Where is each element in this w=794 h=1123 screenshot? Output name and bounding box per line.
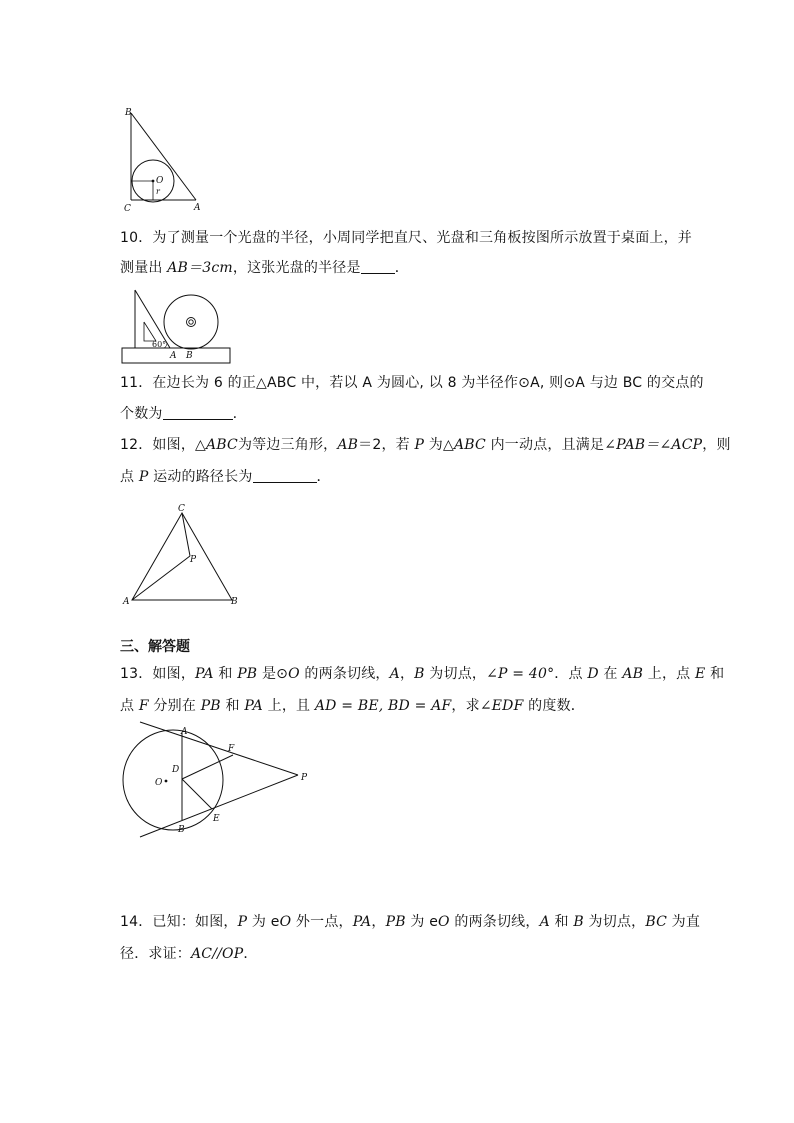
q14-line-2	[120, 944, 258, 964]
section-heading: 三、解答题	[120, 639, 190, 655]
q12-math: P	[414, 437, 425, 453]
q10-text: ．	[394, 260, 409, 276]
q13-text: 和	[220, 698, 245, 714]
q13-math: A	[389, 666, 400, 682]
fig9-label-r: r	[156, 187, 160, 196]
q14-text: 为切点，	[583, 914, 646, 930]
answer-blank	[163, 405, 233, 420]
q14-math: O	[438, 914, 450, 930]
q13-math: O	[288, 666, 300, 682]
q13-math: PB	[200, 698, 221, 714]
q10-text: 测量出	[120, 260, 168, 276]
q13-text: 和	[705, 666, 725, 682]
fig13-label-A: A	[181, 727, 188, 737]
figure-q10-disc-measure	[120, 288, 235, 368]
q14-math: P	[237, 914, 248, 930]
q14-line-1	[120, 912, 700, 932]
fig13-label-D: D	[172, 765, 180, 775]
q13-math: B	[414, 666, 425, 682]
q11-line-2	[120, 404, 237, 424]
q14-text: 径．求证：	[120, 946, 191, 962]
fig12-label-A: A	[123, 597, 130, 607]
q13-line-2	[120, 696, 585, 716]
q13-text: ，求	[451, 698, 480, 714]
fig13-label-P: P	[301, 773, 308, 783]
q13-math: D	[587, 666, 599, 682]
fig13-label-B: B	[178, 825, 185, 835]
q12-text: 点	[120, 469, 139, 485]
q12-line-2	[120, 467, 331, 487]
q12-text: 内一动点，且满足	[485, 437, 605, 453]
q14-math: PA	[352, 914, 372, 930]
fig13-label-E: E	[213, 814, 220, 824]
q13-text: 上，且	[262, 698, 315, 714]
figure-q12-equilateral-triangle	[120, 500, 250, 610]
fig10-label-B: B	[186, 351, 193, 361]
q12-text: 为等边三角形，	[237, 437, 338, 453]
fig9-label-O: O	[156, 176, 164, 186]
q14-text: ，	[371, 914, 386, 930]
q13-math: AD = BE, BD = AF	[314, 698, 452, 714]
q12-text: 为	[424, 437, 444, 453]
fig10-label-A: A	[170, 351, 177, 361]
q14-math: A	[539, 914, 550, 930]
q14-math: O	[279, 914, 292, 930]
q12-math: △ABC	[443, 437, 486, 453]
q13-text: 和	[213, 666, 238, 682]
q12-text: 12．如图，	[120, 437, 196, 453]
q10-line-2	[120, 258, 409, 278]
q13-text: 上，点	[643, 666, 696, 682]
q12-math: △ABC	[195, 437, 238, 453]
q14-text: 外一点，	[291, 914, 353, 930]
fig13-label-O: O	[155, 778, 163, 788]
q13-math: PA	[244, 698, 263, 714]
q10-math: AB＝3cm	[167, 260, 233, 276]
q13-text: 13．如图，	[120, 666, 196, 682]
q12-text: ＝2，若	[358, 437, 415, 453]
q13-text: 在	[598, 666, 623, 682]
q11-line-1: 11．在边长为 6 的正△ABC 中，若以 A 为圆心, 以 8 为半径作⊙A, 则⊙A 与边 BC 的交点的	[120, 375, 704, 391]
q13-math: PB	[237, 666, 258, 682]
fig13-label-F: F	[228, 744, 235, 754]
fig12-label-B: B	[231, 597, 238, 607]
q13-math: ∠P = 40°	[486, 666, 555, 682]
q12-math: P	[138, 469, 149, 485]
q14-math: AC//OP	[191, 946, 244, 962]
q12-text: 运动的路径长为	[148, 469, 253, 485]
fig10-angle-label: 60°	[152, 340, 167, 349]
q11-text: .	[232, 406, 238, 422]
figure-q9-inscribed-circle	[118, 105, 208, 215]
q13-math: F	[138, 698, 149, 714]
figure-q13-tangents	[115, 722, 315, 847]
q13-math: PA	[195, 666, 214, 682]
answer-blank	[361, 259, 395, 274]
q13-math: ∠EDF	[479, 698, 524, 714]
q14-math: BC	[645, 914, 668, 930]
q13-text: 的两条切线，	[299, 666, 390, 682]
q14-text: 为直	[667, 914, 701, 930]
q12-text: ．	[316, 469, 331, 485]
q13-text: 点	[120, 698, 139, 714]
q13-math: E	[695, 666, 706, 682]
q14-math: B	[573, 914, 584, 930]
q13-math: AB	[622, 666, 644, 682]
q13-text: 的度数．	[523, 698, 585, 714]
fig12-label-P: P	[190, 555, 197, 565]
q14-text: 的两条切线，	[449, 914, 540, 930]
q14-text: 为 e	[247, 914, 280, 930]
q13-text: ，	[399, 666, 415, 682]
q14-math: PB	[385, 914, 406, 930]
fig12-label-C: C	[178, 504, 185, 514]
q13-text: 分别在	[148, 698, 201, 714]
q13-text: 为切点，	[424, 666, 487, 682]
q12-text: ，则	[702, 437, 731, 453]
q13-text: ．点	[554, 666, 588, 682]
q13-text: 是⊙	[257, 666, 289, 682]
q14-text: 为 e	[405, 914, 439, 930]
q14-text: ．	[243, 946, 258, 962]
q11-text: 个数为	[120, 406, 163, 422]
fig9-label-B: B	[125, 108, 132, 118]
answer-blank	[253, 468, 317, 483]
q12-math: ∠PAB＝∠ACP	[604, 437, 703, 453]
q10-text: ，这张光盘的半径是	[232, 260, 361, 276]
q13-line-1	[120, 664, 724, 684]
q10-line-1: 10．为了测量一个光盘的半径，小周同学把直尺、光盘和三角板按图所示放置于桌面上，并	[120, 230, 693, 246]
q12-line-1	[120, 435, 731, 455]
fig9-label-A: A	[194, 203, 201, 213]
q14-text: 和	[549, 914, 574, 930]
q12-math: AB	[337, 437, 359, 453]
q14-text: 14．已知：如图，	[120, 914, 238, 930]
fig9-label-C: C	[124, 204, 131, 214]
